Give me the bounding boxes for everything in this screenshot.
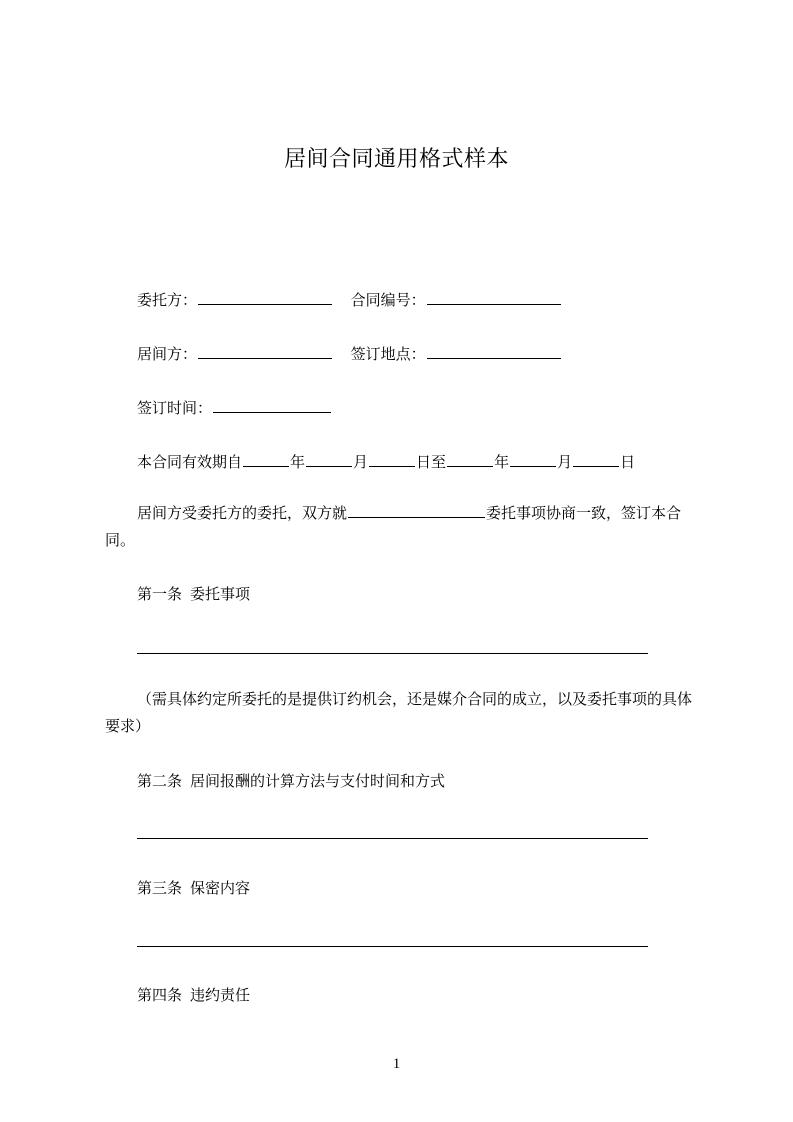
day-blank[interactable] [369, 452, 415, 467]
year-blank[interactable] [243, 452, 289, 467]
time-row [137, 398, 332, 418]
client-label: 委托方： [137, 291, 198, 309]
year-text: 年 [290, 453, 306, 471]
article-3-number: 第三条 [137, 879, 183, 897]
day-text: 日 [620, 453, 636, 471]
month2-text: 月 [557, 453, 573, 471]
place-label: 签订地点： [350, 345, 426, 363]
time-label: 签订时间： [137, 399, 213, 417]
article-1-fill-line[interactable] [137, 653, 648, 654]
broker-label: 居间方： [137, 345, 198, 363]
document-title: 居间合同通用格式样本 [283, 147, 509, 172]
intro-paragraph [105, 500, 703, 554]
broker-row [137, 344, 562, 364]
month-text: 月 [353, 453, 369, 471]
intro-blank[interactable] [348, 503, 485, 518]
page-number: 1 [392, 1056, 401, 1072]
client-blank[interactable] [198, 290, 332, 305]
article-1-heading [137, 584, 250, 604]
article-2-fill-line[interactable] [137, 838, 648, 839]
article-3-fill-line[interactable] [137, 946, 648, 947]
article-3-title: 保密内容 [190, 879, 251, 897]
article-4-heading [137, 985, 250, 1005]
month-blank[interactable] [306, 452, 352, 467]
article-4-title: 违约责任 [190, 986, 251, 1004]
contract-no-blank[interactable] [427, 290, 561, 305]
validity-row [137, 452, 635, 472]
article-2-number: 第二条 [137, 772, 183, 790]
broker-blank[interactable] [198, 344, 332, 359]
article-1-note: （需具体约定所委托的是提供订约机会，还是媒介合同的成立，以及委托事项的具体要求） [105, 690, 693, 735]
day2-blank[interactable] [573, 452, 619, 467]
article-3-heading [137, 878, 250, 898]
month2-blank[interactable] [510, 452, 556, 467]
validity-prefix: 本合同有效期自 [137, 453, 243, 471]
year2-blank[interactable] [447, 452, 493, 467]
time-blank[interactable] [213, 398, 331, 413]
article-4-number: 第四条 [137, 986, 183, 1004]
article-1-number: 第一条 [137, 585, 183, 603]
intro-after: 委托事项协商一致，签订本合同。 [105, 504, 682, 549]
day-to-text: 日至 [416, 453, 447, 471]
contract-no-label: 合同编号： [350, 291, 426, 309]
article-2-heading [137, 771, 445, 791]
article-1-title: 委托事项 [190, 585, 251, 603]
year2-text: 年 [494, 453, 510, 471]
client-row [137, 290, 562, 310]
article-2-title: 居间报酬的计算方法与支付时间和方式 [190, 772, 446, 790]
intro-before: 居间方受委托方的委托，双方就 [137, 504, 348, 522]
place-blank[interactable] [427, 344, 561, 359]
